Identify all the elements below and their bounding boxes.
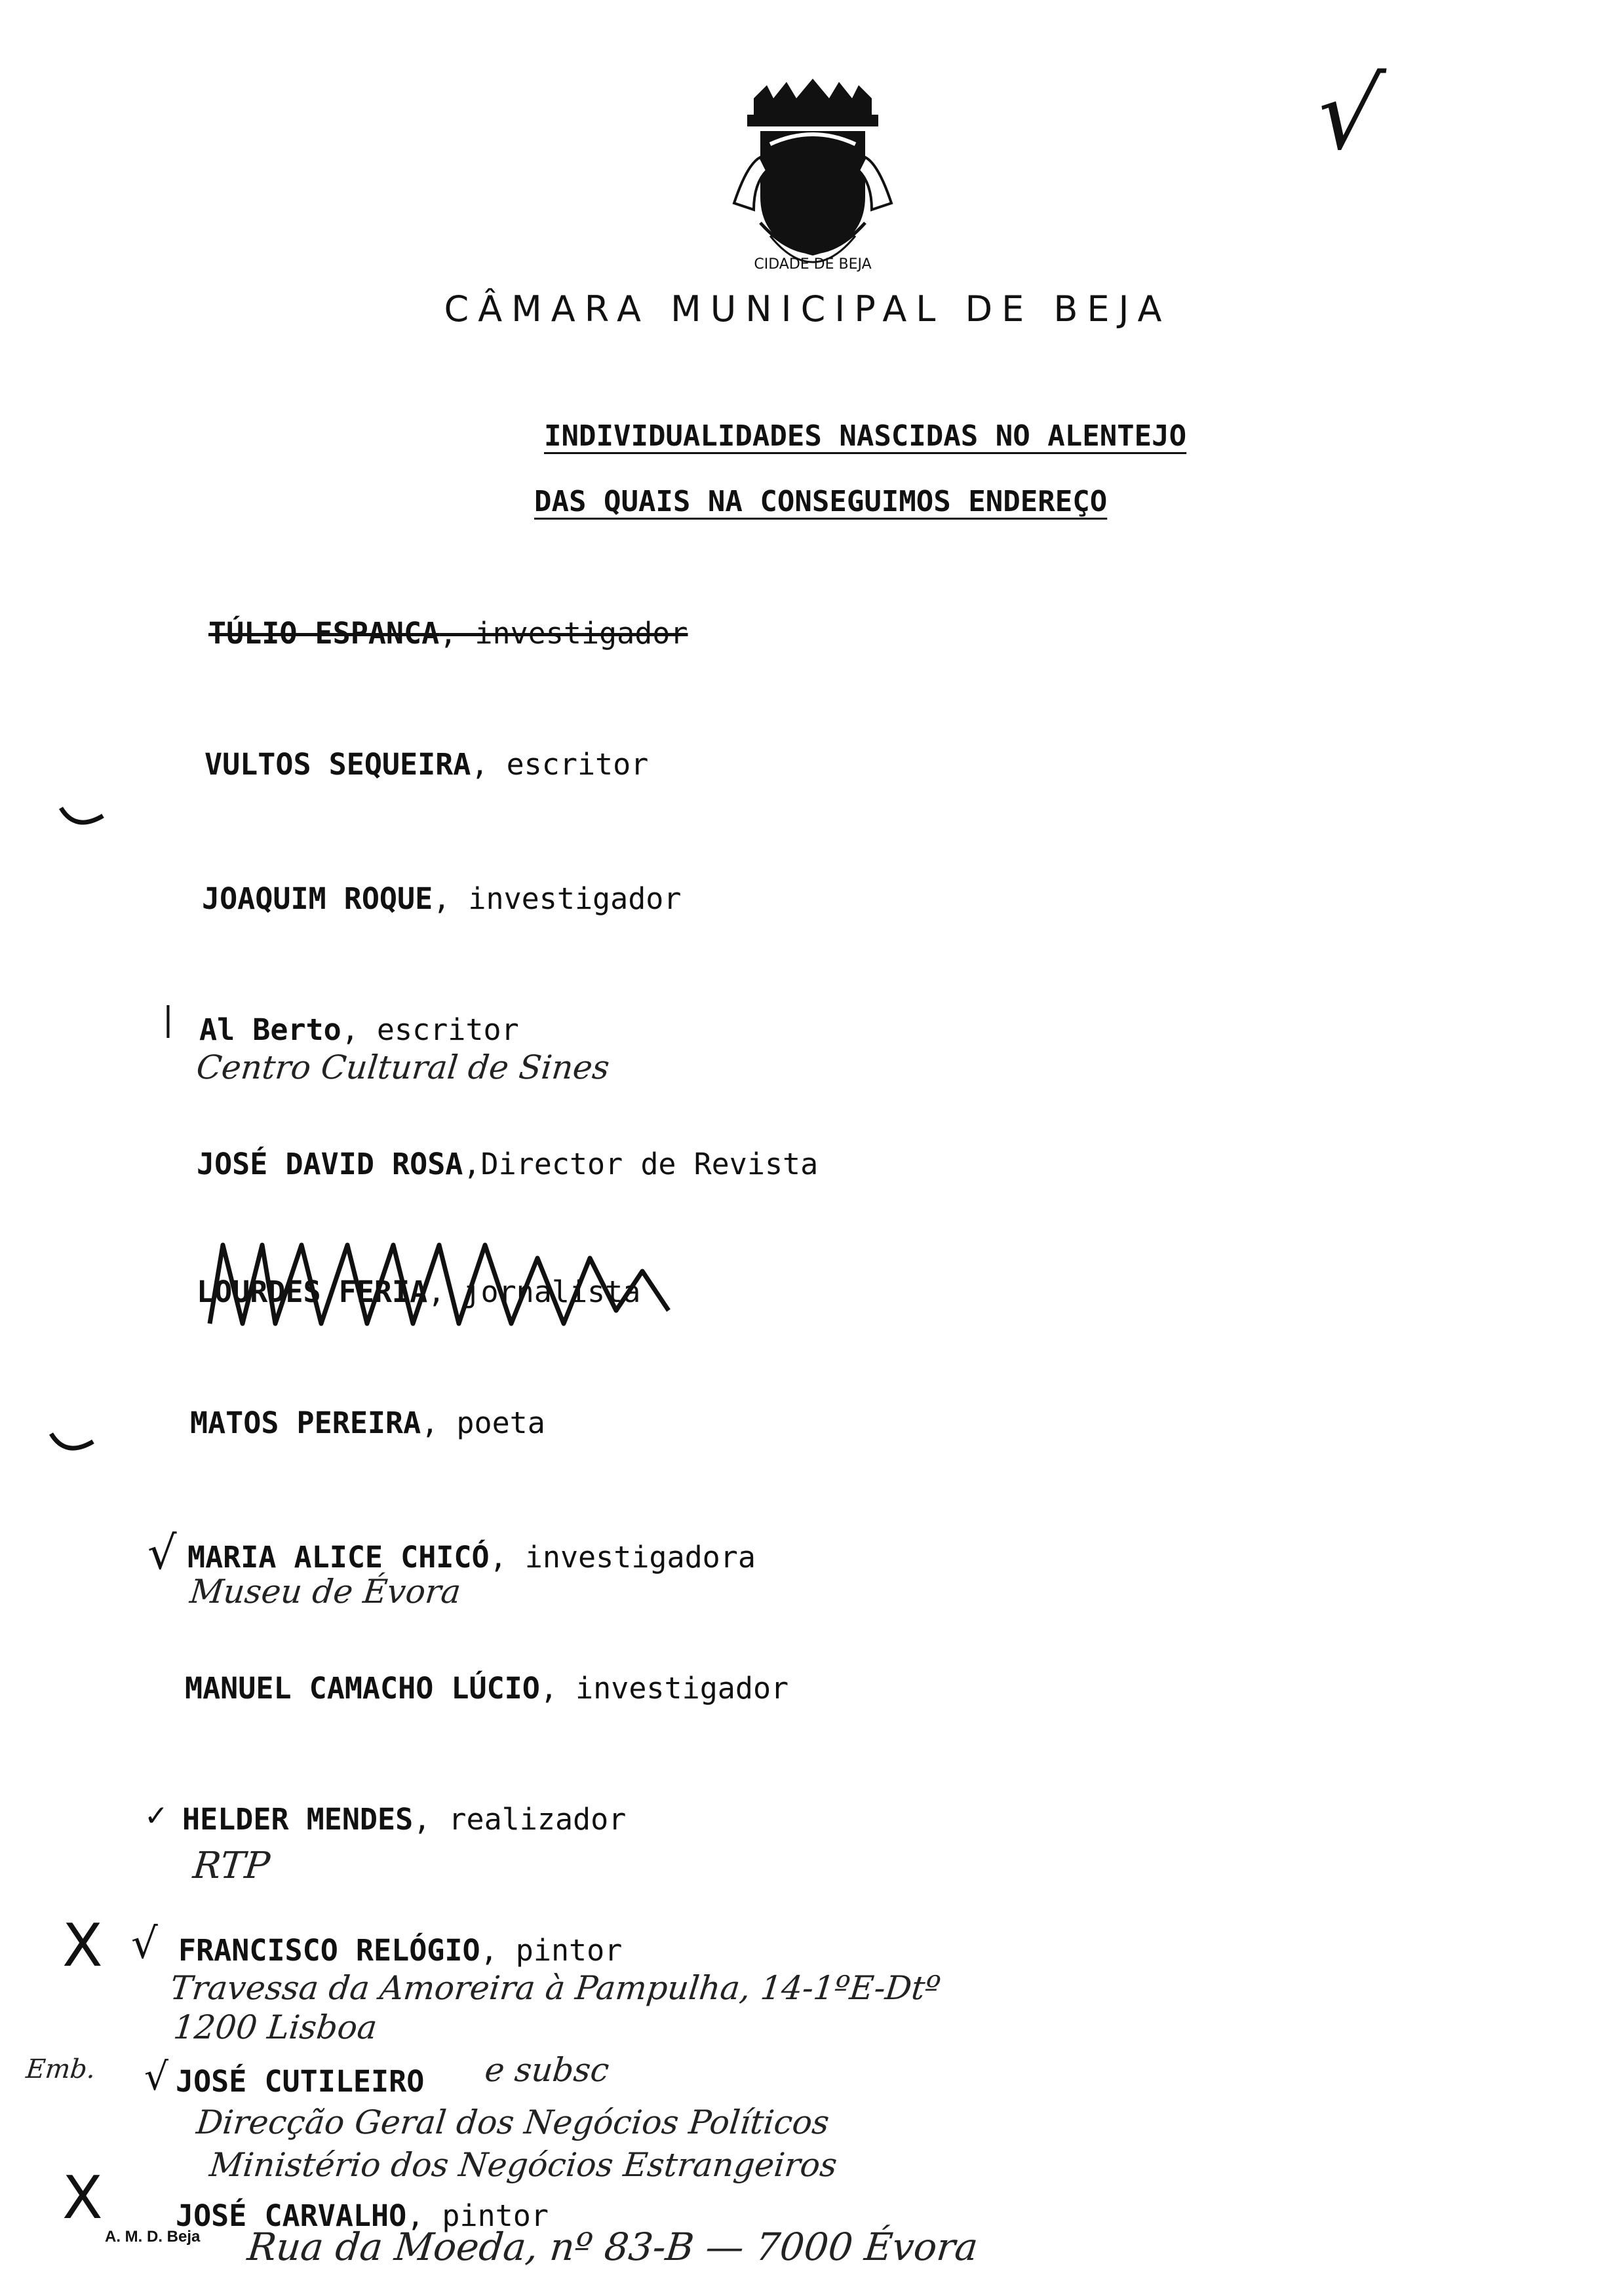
entry-role: , pintor bbox=[406, 2198, 549, 2233]
entry-role: , poeta bbox=[421, 1406, 545, 1440]
entry-role: , investigador bbox=[433, 881, 682, 916]
entry-name: HELDER MENDES bbox=[182, 1802, 414, 1837]
crest-text: CIDADE DE BEJA bbox=[754, 256, 872, 273]
list-item bbox=[197, 1147, 818, 1181]
entry-role: , escritor bbox=[341, 1012, 519, 1047]
entry-name: Al Berto bbox=[199, 1012, 341, 1047]
list-item bbox=[178, 1933, 622, 1968]
handwritten-address: Travessa da Amoreira à Pampulha, 14-1ºE-Dtº bbox=[168, 1969, 943, 2007]
entry-name: JOAQUIM ROQUE bbox=[202, 881, 433, 916]
organization-name: CÂMARA MUNICIPAL DE BEJA bbox=[444, 288, 1171, 330]
archive-stamp: A. M. D. Beja bbox=[105, 2228, 201, 2246]
entry-name: JOSÉ CARVALHO bbox=[176, 2198, 407, 2233]
list-item bbox=[176, 2064, 424, 2099]
entry-role: , investigadora bbox=[489, 1540, 756, 1575]
list-item bbox=[185, 1671, 788, 1706]
list-item bbox=[202, 881, 682, 916]
list-item bbox=[199, 1012, 519, 1047]
municipal-crest-logo bbox=[708, 72, 918, 282]
handwritten-inline-note: e subsc bbox=[482, 2051, 612, 2089]
entry-role: ,Director de Revista bbox=[463, 1147, 819, 1181]
list-item bbox=[204, 747, 648, 782]
entry-name: MARIA ALICE CHICÓ bbox=[187, 1540, 490, 1575]
title-line-2: DAS QUAIS NA CONSEGUIMOS ENDEREÇO bbox=[534, 485, 1108, 518]
handwritten-note: RTP bbox=[191, 1845, 272, 1887]
list-item bbox=[182, 1802, 626, 1837]
check-icon: √ bbox=[1309, 58, 1388, 172]
margin-note: Emb. bbox=[24, 2054, 97, 2084]
curve-mark-icon bbox=[46, 1428, 98, 1461]
entry-role: , escritor bbox=[471, 747, 649, 782]
check-icon: √ bbox=[144, 2054, 168, 2099]
scribble-strikeout bbox=[197, 1232, 708, 1330]
handwritten-city: 1200 Lisboa bbox=[171, 2008, 379, 2046]
entry-name: VULTOS SEQUEIRA bbox=[204, 747, 471, 782]
handwritten-office: Direcção Geral dos Negócios Políticos bbox=[194, 2103, 831, 2141]
title-line-1: INDIVIDUALIDADES NASCIDAS NO ALENTEJO bbox=[544, 419, 1187, 453]
check-icon: | bbox=[163, 1000, 174, 1038]
entry-role: , investigador bbox=[539, 1671, 789, 1706]
list-item bbox=[190, 1406, 545, 1440]
entry-struck: TÚLIO ESPANCA, investigador bbox=[208, 616, 688, 651]
entry-name: MANUEL CAMACHO LÚCIO bbox=[185, 1671, 540, 1706]
entry-name: JOSÉ DAVID ROSA bbox=[197, 1147, 463, 1181]
cross-icon: X bbox=[62, 2164, 103, 2232]
curve-mark-icon bbox=[56, 803, 108, 835]
check-icon: √ bbox=[147, 1526, 177, 1580]
handwritten-note: Museu de Évora bbox=[187, 1573, 463, 1611]
cross-icon: X bbox=[62, 1911, 103, 1980]
handwritten-address: Rua da Moeda, nº 83-B — 7000 Évora bbox=[245, 2225, 981, 2269]
entry-scribbled: LOURDES FERIA, jornalista bbox=[197, 1274, 641, 1309]
entry-role: , realizador bbox=[413, 1802, 627, 1837]
entry-name: MATOS PEREIRA bbox=[190, 1406, 421, 1440]
list-item bbox=[187, 1540, 756, 1575]
entry-name: JOSÉ CUTILEIRO bbox=[176, 2064, 425, 2099]
entry-name: FRANCISCO RELÓGIO bbox=[178, 1933, 480, 1968]
check-icon: √ bbox=[131, 1920, 158, 1968]
handwritten-ministry: Ministério dos Negócios Estrangeiros bbox=[207, 2146, 839, 2184]
entry-role: , pintor bbox=[480, 1933, 623, 1968]
handwritten-note: Centro Cultural de Sines bbox=[194, 1048, 612, 1086]
check-icon: ✓ bbox=[144, 1799, 168, 1833]
